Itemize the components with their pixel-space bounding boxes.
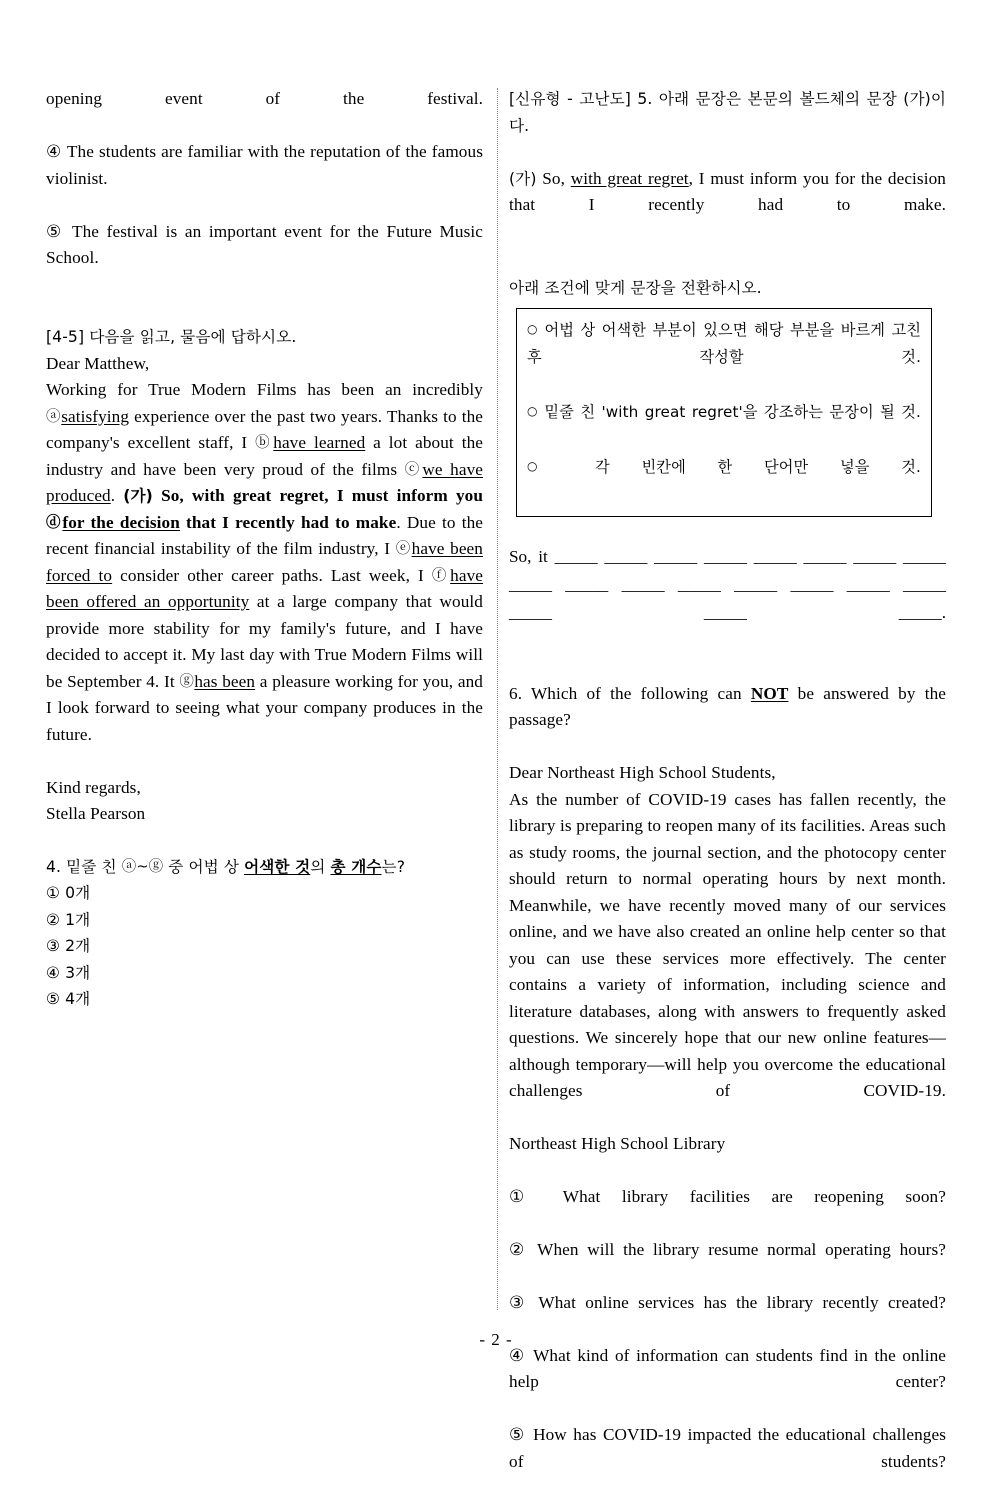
letter-signature: Stella Pearson: [46, 804, 146, 823]
q6-stem-post: be answered by the passage?: [509, 683, 946, 729]
underlined-b: have learned: [273, 433, 366, 452]
underlined-e: have been forced to: [46, 539, 483, 585]
q6-choice-3[interactable]: ③ What online services has the library recently created?: [509, 1292, 946, 1312]
q6-choice-5[interactable]: ⑤ How has COVID-19 impacted the educational challenges of students?: [509, 1425, 946, 1471]
q6-choice-2[interactable]: ② When will the library resume normal operating hours?: [509, 1239, 946, 1259]
answer-prefix: So, it: [509, 546, 548, 566]
q4-stem-mid: 중 어법 상: [163, 857, 245, 876]
bullet-icon: ○: [527, 458, 596, 473]
marker-b-icon: ⓑ: [255, 435, 274, 451]
q6-emphasis-not: NOT: [750, 683, 789, 703]
instruction-4-5: [4-5] 다음을 읽고, 물음에 답하시오.: [46, 328, 297, 346]
letter-seg-2: experience over the past two years. Thanks to the company's excellent staff, I: [46, 406, 483, 452]
letter-seg-6: consider other career paths. Last week, I: [112, 565, 432, 585]
letter-body: [46, 377, 483, 775]
underlined-d: for the decision: [62, 512, 180, 532]
condition-item: [527, 453, 921, 508]
bold-sentence-part1: So, with great regret, I must inform you: [152, 486, 483, 505]
q4-stem-post: 는?: [381, 857, 406, 876]
marker-e-icon: ⓔ: [395, 541, 412, 557]
bold-marker-ga: (가): [123, 487, 153, 505]
q6-passage-salutation: Dear Northeast High School Students,: [509, 763, 776, 782]
question-5-direction: 아래 조건에 맞게 문장을 전환하시오.: [509, 279, 762, 297]
letter-seg-1: Working for True Modern Films has been an incredibly: [46, 380, 483, 399]
q6-passage-body: As the number of COVID-19 cases has fallen recently, the library is preparing to reopen many of its facilities. Areas such as study rooms, the journal section, and the photocopy center should return to normal operating hours by next month. Meanwhile, we have recently moved many of our services online, and we have also created an online help center so that you can use these services more effectively. The center contains a variety of information, including science and literature databases, along with answers to frequently asked questions. We sincerely hope that our new online features—although temporary—will help you overcome the educational challenges of COVID-19.: [509, 789, 946, 1100]
condition-text: 어법 상 어색한 부분이 있으면 해당 부분을 바르게 고친 후 작성할 것.: [527, 320, 921, 366]
letter-seg-8: a pleasure working for you, and I look forward to seeing what your company produces in the future.: [46, 671, 484, 744]
marker-a-icon: ⓐ: [46, 408, 62, 425]
q6-passage-signature: Northeast High School Library: [509, 1134, 726, 1153]
spacer: [509, 245, 946, 275]
question-5-answer-blanks[interactable]: [509, 543, 946, 655]
bold-sentence-part2: that I recently had to make: [179, 512, 397, 532]
q4-stem-pre: 4. 밑줄 친: [46, 857, 122, 876]
marker-g-icon: ⓖ: [179, 673, 195, 690]
spacer: [509, 517, 946, 543]
marker-c-icon: ⓒ: [404, 461, 423, 478]
answer-suffix: .: [941, 602, 946, 622]
page-number: - 2 -: [479, 1330, 513, 1349]
prev-choice-4: ④ The students are familiar with the reputation of the famous violinist.: [46, 142, 483, 188]
q5-sentence-pre: So,: [536, 168, 571, 188]
spacer: [46, 828, 483, 854]
letter-seg-7: at a large company that would provide more stability for my family's future, and I have decided to accept it. My last day with True Modern Films will be September 4. It: [46, 592, 483, 691]
underlined-f: have been offered an opportunity: [46, 565, 483, 611]
q6-stem-pre: 6. Which of the following can: [509, 683, 751, 703]
q4-choice-4[interactable]: ④ 3개: [46, 963, 91, 982]
spacer: [509, 1158, 946, 1184]
question-4-stem: [46, 854, 483, 881]
q4-emphasis-2: 총 개수: [330, 857, 382, 876]
spacer: [46, 298, 483, 324]
underlined-a: satisfying: [61, 406, 130, 426]
letter-salutation: Dear Matthew,: [46, 353, 150, 373]
prev-choice-tail: opening event of the festival.: [46, 89, 483, 108]
letter-closing: Kind regards,: [46, 777, 141, 797]
left-column: [46, 86, 483, 1013]
condition-text: 밑줄 친 'with great regret'을 강조하는 문장이 될 것.: [544, 402, 921, 421]
q5-sentence-underlined: with great regret: [570, 168, 689, 188]
condition-item: [527, 316, 921, 398]
letter-seg-5: . Due to the recent financial instability of the film industry, I: [46, 512, 483, 558]
bullet-icon: ○: [527, 321, 545, 336]
q5-sentence-post: , I must inform you for the decision that I recently had to make.: [509, 168, 946, 214]
bullet-icon: ○: [527, 403, 545, 418]
q6-choice-1[interactable]: ① What library facilities are reopening soon?: [509, 1186, 946, 1206]
marker-d-icon: ⓓ: [46, 514, 63, 531]
letter-seg-3: a lot about the industry and have been very proud of the films: [46, 433, 483, 479]
q6-choice-4[interactable]: ④ What kind of information can students find in the online help center?: [509, 1345, 946, 1391]
question-5-stem: [신유형 - 고난도] 5. 아래 문장은 본문의 볼드체의 문장 (가)이다.: [509, 90, 946, 135]
underlined-c: we have produced: [46, 459, 483, 505]
condition-text: 각 빈칸에 한 단어만 넣을 것.: [595, 457, 921, 476]
letter-seg-4: .: [110, 486, 124, 505]
question-5-sentence: [509, 166, 946, 246]
question-6-stem: [509, 681, 946, 761]
right-column: [509, 86, 946, 1502]
conditions-box: [516, 308, 932, 517]
blank-slot-group[interactable]: _____ _____ _____ _____ _____ _____ _____ _____ _____ _____ _____ _____ _____ _____ _____ _____ _____ _____ _____: [509, 546, 947, 622]
q4-stem-mid-2: 의: [310, 857, 331, 876]
q4-marker-range: ⓐ~ⓖ: [121, 858, 164, 875]
q4-emphasis-1: 어색한 것: [244, 857, 311, 876]
q4-choice-2[interactable]: ② 1개: [46, 910, 91, 929]
spacer: [509, 655, 946, 681]
q4-choice-1[interactable]: ① 0개: [46, 884, 91, 902]
marker-f-icon: ⓕ: [431, 567, 451, 584]
sentence-label-ga: (가): [509, 169, 537, 188]
q4-choice-3[interactable]: ③ 2개: [46, 937, 91, 955]
underlined-g: has been: [194, 671, 256, 691]
two-column-body: [46, 86, 947, 1471]
prev-choice-5: ⑤ The festival is an important event for the Future Music School.: [46, 221, 483, 267]
q4-choice-5[interactable]: ⑤ 4개: [46, 990, 91, 1008]
condition-item: [527, 398, 921, 453]
